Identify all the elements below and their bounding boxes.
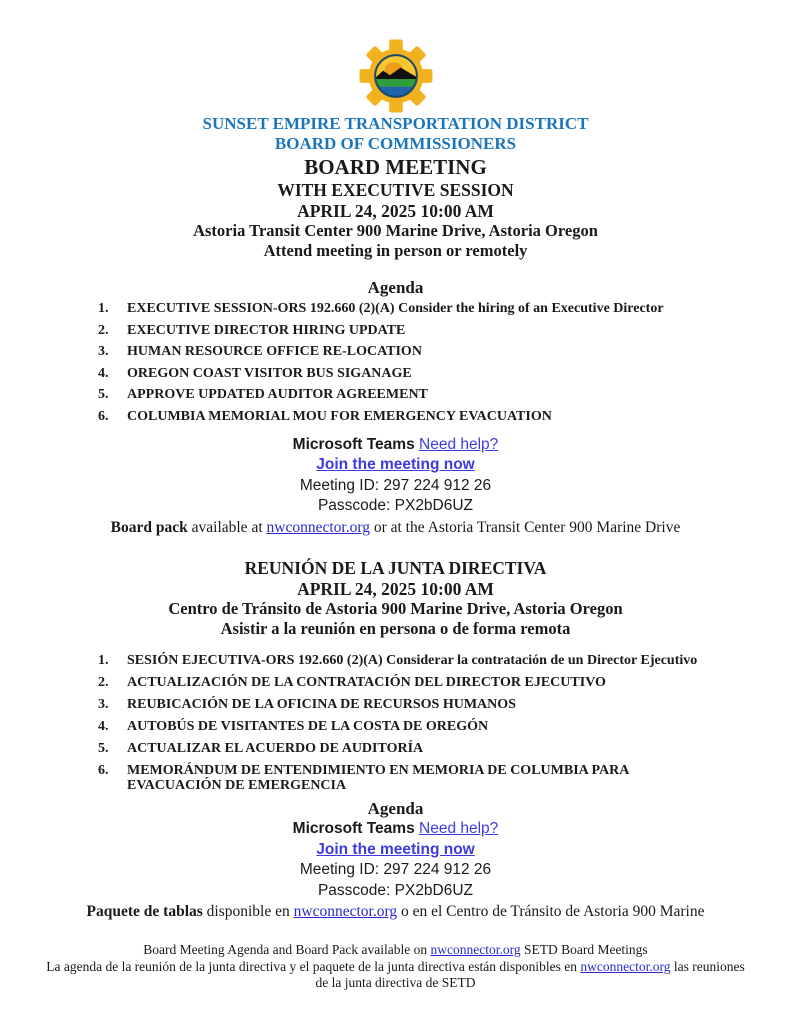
agenda-heading-en: Agenda <box>367 278 424 297</box>
agenda-item-es <box>98 697 738 713</box>
passcode: Passcode: PX2bD6UZ <box>317 497 474 514</box>
agenda-item-text: HUMAN RESOURCE OFFICE RE-LOCATION <box>127 344 422 359</box>
spanish-meeting-location: Centro de Tránsito de Astoria 900 Marine Drive, Astoria Oregon <box>168 599 623 618</box>
agenda-list-es <box>98 653 738 793</box>
footer-line-es <box>41 959 751 992</box>
need-help-link[interactable]: Need help? <box>419 820 499 837</box>
agenda-heading-es: Agenda <box>367 799 424 818</box>
gear-landscape-logo-icon <box>357 38 435 114</box>
agenda-item-text: COLUMBIA MEMORIAL MOU FOR EMERGENCY EVACUATION <box>127 408 552 424</box>
join-meeting-link[interactable]: Join the meeting now <box>316 456 475 473</box>
board-pack-post-text: or at the Astoria Transit Center 900 Marine Drive <box>369 518 681 536</box>
nwconnector-link[interactable]: nwconnector.org <box>266 518 370 536</box>
agenda-item-en <box>98 387 738 402</box>
meeting-id: Meeting ID: 297 224 912 26 <box>299 476 492 494</box>
footer-text: las reuniones de la junta directiva de SETD <box>315 958 745 990</box>
join-meeting-link[interactable]: Join the meeting now <box>316 840 475 858</box>
nwconnector-link[interactable]: nwconnector.org <box>430 942 521 957</box>
footer-text: Board Meeting Agenda and Board Pack available on <box>143 942 431 957</box>
nwconnector-link[interactable]: nwconnector.org <box>580 958 671 974</box>
board-pack-label: Paquete de tablas <box>86 903 203 920</box>
teams-help-line <box>0 435 791 456</box>
board-pack-pre-text: disponible en <box>202 903 294 920</box>
footer-line-en <box>41 942 751 959</box>
agenda-item-es <box>98 763 738 793</box>
footer-text: La agenda de la reunión de la junta directiva y el paquete de la junta directiva están disponibles en <box>46 958 581 974</box>
agenda-item-en <box>98 344 738 359</box>
teams-info-en <box>0 435 791 517</box>
teams-info-es <box>0 819 791 901</box>
agenda-list-en <box>98 301 738 424</box>
org-name-line1: SUNSET EMPIRE TRANSPORTATION DISTRICT <box>202 114 589 133</box>
agenda-item-text: OREGON COAST VISITOR BUS SIGANAGE <box>127 365 412 381</box>
agenda-item-es <box>98 653 738 669</box>
meeting-title: BOARD MEETING <box>304 155 487 179</box>
board-pack-line-es <box>0 902 791 921</box>
footer <box>41 942 751 992</box>
agenda-item-en <box>98 323 738 338</box>
need-help-link[interactable]: Need help? <box>419 435 499 453</box>
meeting-datetime: APRIL 24, 2025 10:00 AM <box>297 200 494 221</box>
board-pack-label: Board pack <box>110 518 188 536</box>
agenda-item-en <box>98 409 738 424</box>
teams-label: Microsoft Teams <box>292 820 415 837</box>
spanish-meeting-datetime: APRIL 24, 2025 10:00 AM <box>297 578 494 599</box>
meeting-id: Meeting ID: 297 224 912 26 <box>299 861 492 878</box>
nwconnector-link[interactable]: nwconnector.org <box>293 903 398 920</box>
agenda-item-text: MEMORÁNDUM DE ENTENDIMIENTO EN MEMORIA DE COLUMBIA PARA EVACUACIÓN DE EMERGENCIA <box>127 763 629 793</box>
attend-line: Attend meeting in person or remotely <box>263 241 528 260</box>
board-pack-pre-text: available at <box>187 518 267 536</box>
agenda-item-text: SESIÓN EJECUTIVA-ORS 192.660 (2)(A) Considerar la contratación de un Director Ejecutivo <box>127 653 698 668</box>
agenda-item-text: REUBICACIÓN DE LA OFICINA DE RECURSOS HUMANOS <box>127 697 516 712</box>
footer-text: SETD Board Meetings <box>520 942 648 957</box>
session-line: WITH EXECUTIVE SESSION <box>277 180 514 200</box>
agenda-item-text: EXECUTIVE SESSION-ORS 192.660 (2)(A) Consider the hiring of an Executive Director <box>127 301 664 316</box>
agenda-item-text: EXECUTIVE DIRECTOR HIRING UPDATE <box>127 322 406 338</box>
org-name-line2: BOARD OF COMMISSIONERS <box>274 134 517 153</box>
setd-logo <box>357 38 435 114</box>
passcode: Passcode: PX2bD6UZ <box>317 881 474 899</box>
agenda-item-text: APPROVE UPDATED AUDITOR AGREEMENT <box>127 387 428 402</box>
agenda-item-text: AUTOBÚS DE VISITANTES DE LA COSTA DE OREGÓN <box>127 719 489 734</box>
spanish-meeting-title: REUNIÓN DE LA JUNTA DIRECTIVA <box>244 557 547 578</box>
teams-help-line <box>0 819 791 840</box>
agenda-item-text: ACTUALIZACIÓN DE LA CONTRATACIÓN DEL DIRECTOR EJECUTIVO <box>127 675 606 690</box>
board-pack-post-text: o en el Centro de Tránsito de Astoria 900 Marine <box>397 903 705 920</box>
teams-label: Microsoft Teams <box>292 435 415 453</box>
agenda-item-text: ACTUALIZAR EL ACUERDO DE AUDITORÍA <box>127 741 424 756</box>
agenda-item-es <box>98 719 738 735</box>
board-pack-line-en <box>0 518 791 537</box>
agenda-item-es <box>98 675 738 691</box>
agenda-item-es <box>98 741 738 757</box>
spanish-attend-line: Asistir a la reunión en persona o de forma remota <box>220 619 571 638</box>
meeting-location: Astoria Transit Center 900 Marine Drive, Astoria Oregon <box>193 221 598 240</box>
agenda-item-en <box>98 301 738 316</box>
agenda-item-en <box>98 366 738 381</box>
